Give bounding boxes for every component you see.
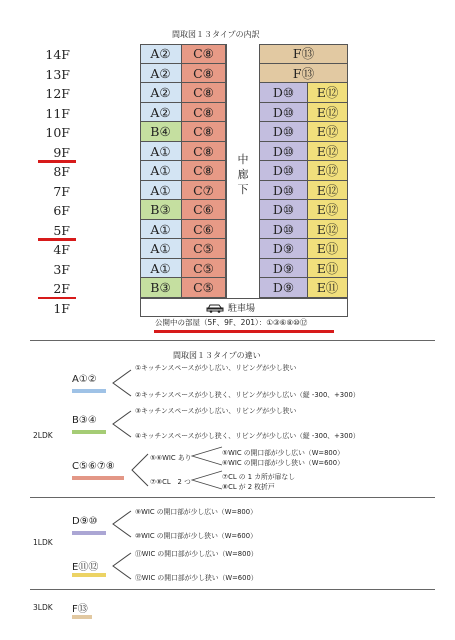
type-a-note-2: ②キッチンスペースが少し狭く、リビングが少し広い（縦 -300、+300） (135, 391, 360, 399)
floor-label: 2F (53, 281, 70, 296)
unit-cell: D⑩ (260, 161, 308, 181)
unit-cell: A① (140, 259, 182, 279)
bracket-c-cl-icon (190, 469, 224, 491)
floor-label: 13F (45, 66, 70, 82)
type-c-note-4: ⑧CL が 2 枚折戸 (222, 483, 275, 491)
bracket-a-icon (111, 368, 133, 398)
unit-cell: E⑫ (308, 122, 348, 142)
public-rooms-underline (154, 330, 334, 333)
unit-cell: D⑩ (260, 181, 308, 201)
unit-cell: B④ (140, 122, 182, 142)
unit-cell: E⑪ (308, 278, 348, 298)
type-b-note-2: ④キッチンスペースが少し狭く、リビングが少し広い（縦 -300、+300） (135, 432, 360, 440)
public-rooms-note (155, 317, 307, 328)
section-divider (30, 340, 435, 341)
unit-cell: C⑧ (182, 161, 226, 181)
type-d-swatch (72, 531, 106, 535)
unit-cell: A① (140, 142, 182, 162)
floor-label: 14F (45, 47, 70, 62)
bracket-c-icon (130, 452, 150, 488)
bracket-c-wic-icon (190, 445, 224, 467)
type-c-label: C⑤⑥⑦⑧ (72, 461, 115, 472)
unit-cell: C⑧ (182, 142, 226, 162)
type-a-label: A①② (72, 374, 97, 385)
type-b-note-1: ③キッチンスペースが少し広い、リビングが少し狭い (135, 407, 297, 415)
group-divider-1 (30, 497, 435, 498)
unit-cell: E⑫ (308, 103, 348, 123)
breakdown-title: 間取図１３タイプの内訳 (172, 30, 260, 39)
bracket-e-icon (111, 551, 133, 581)
unit-cell: F⑬ (260, 44, 348, 64)
type-d-note-2: ⑩WIC の開口部が少し狭い（W=600） (135, 532, 257, 540)
bracket-d-icon (111, 509, 133, 539)
type-c-note-1: ⑤WIC の開口部が少し広い（W=800） (222, 449, 344, 457)
unit-cell: A② (140, 103, 182, 123)
type-b-swatch (72, 430, 106, 434)
unit-cell: A② (140, 83, 182, 103)
type-e-note-1: ⑪WIC の開口部が少し広い（W=800） (135, 550, 258, 558)
unit-cell: D⑩ (260, 142, 308, 162)
corridor-label: 中廊下 (237, 153, 249, 196)
unit-cell: E⑪ (308, 239, 348, 259)
group-label-2ldk: 2LDK (33, 431, 53, 440)
unit-cell: C⑧ (182, 83, 226, 103)
floor-label: 9F (53, 144, 70, 160)
unit-cell: D⑩ (260, 122, 308, 142)
unit-cell: D⑨ (260, 239, 308, 259)
public-rooms-text: 公開中の部屋（5F、9F、201）：①③⑥⑧⑩⑫ (155, 318, 308, 327)
group-label-3ldk: 3LDK (33, 603, 53, 612)
unit-cell: E⑫ (308, 161, 348, 181)
floor-label: 4F (53, 242, 70, 257)
bracket-b-icon (111, 409, 133, 439)
unit-cell: C⑤ (182, 278, 226, 298)
unit-cell: C⑧ (182, 44, 226, 64)
unit-cell: A① (140, 161, 182, 181)
type-d-note-1: ⑨WIC の開口部が少し広い（W=800） (135, 508, 257, 516)
unit-cell: C⑧ (182, 122, 226, 142)
type-c-note-3: ⑦CL の 1 カ所が扉なし (222, 473, 296, 481)
floor-label: 8F (53, 164, 70, 179)
unit-cell: D⑩ (260, 83, 308, 103)
unit-cell: A① (140, 181, 182, 201)
type-e-label: E⑪⑫ (72, 562, 99, 573)
unit-cell: C⑥ (182, 220, 226, 240)
type-f-swatch (72, 615, 92, 619)
unit-cell: E⑫ (308, 220, 348, 240)
type-b-label: B③④ (72, 415, 97, 426)
unit-cell: F⑬ (260, 64, 348, 84)
unit-cell: D⑩ (260, 103, 308, 123)
type-a-swatch (72, 389, 106, 393)
unit-cell: C⑧ (182, 64, 226, 84)
type-a-note-1: ①キッチンスペースが少し広い、リビングが少し狭い (135, 364, 297, 372)
floor-label: 11F (45, 105, 70, 121)
unit-cell: C⑥ (182, 200, 226, 220)
floor-label: 1F (53, 300, 70, 316)
unit-cell: A① (140, 220, 182, 240)
unit-cell: C⑤ (182, 259, 226, 279)
parking-label: 駐車場 (228, 303, 256, 314)
floor-label: 5F (53, 222, 70, 238)
unit-cell: A② (140, 64, 182, 84)
unit-cell: B③ (140, 200, 182, 220)
floor-label: 7F (53, 183, 70, 199)
unit-cell: E⑫ (308, 181, 348, 201)
unit-cell: B③ (140, 278, 182, 298)
type-d-label: D⑨⑩ (72, 516, 98, 527)
unit-cell: A② (140, 44, 182, 64)
floor-label: 3F (53, 261, 70, 277)
type-e-note-2: ⑫WIC の開口部が少し狭い（W=600） (135, 574, 258, 582)
group-divider-2 (30, 589, 435, 590)
unit-cell: E⑫ (308, 83, 348, 103)
type-f-label: F⑬ (72, 604, 88, 615)
unit-cell: E⑪ (308, 259, 348, 279)
group-label-1ldk: 1LDK (33, 538, 53, 547)
unit-cell: D⑩ (260, 200, 308, 220)
unit-cell: D⑨ (260, 259, 308, 279)
type-c-swatch (72, 476, 124, 480)
differences-title: 間取図１３タイプの違い (173, 351, 261, 360)
type-e-swatch (72, 573, 106, 577)
unit-cell: E⑫ (308, 200, 348, 220)
type-c-note-2: ⑥WIC の開口部が少し狭い（W=600） (222, 459, 344, 467)
floor-label: 6F (53, 203, 70, 218)
type-c-sub-1: ⑤⑥WIC あり (150, 454, 192, 462)
type-c-sub-2: ⑦⑧CL 2 つ (150, 478, 191, 486)
unit-cell: A① (140, 239, 182, 259)
floor-grid (45, 44, 348, 317)
unit-cell: D⑩ (260, 220, 308, 240)
unit-cell: D⑨ (260, 278, 308, 298)
unit-cell: C⑧ (182, 103, 226, 123)
car-icon (206, 303, 224, 313)
floor-label: 12F (45, 86, 70, 101)
unit-cell: C⑤ (182, 239, 226, 259)
unit-cell: E⑫ (308, 142, 348, 162)
unit-cell: C⑦ (182, 181, 226, 201)
floor-label: 10F (45, 125, 70, 140)
